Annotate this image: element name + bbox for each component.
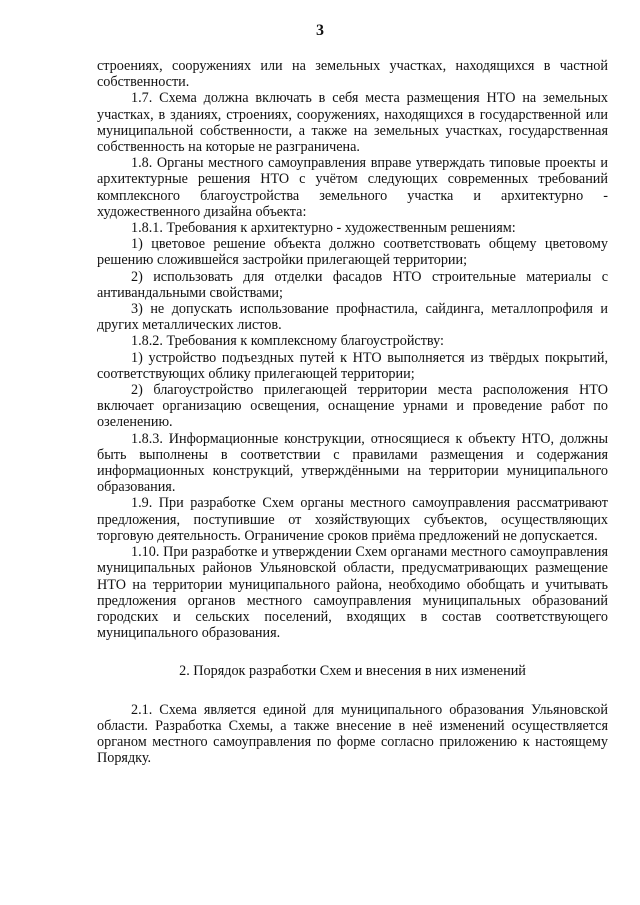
- document-body: [97, 58, 608, 766]
- list-item-1-8-2-2: 2) благоустройство прилегающей территории места расположения НТО включает организацию освещения, оснащение урнами и проведение работ по озеленению.: [97, 382, 608, 431]
- paragraph-2-1: 2.1. Схема является единой для муниципального образования Ульяновской области. Разработка Схемы, а также внесение в неё изменений осуществляется органом местного самоуправления по форме согласно приложению к настоящему Порядку.: [97, 701, 608, 767]
- list-item-1-8-1-1: 1) цветовое решение объекта должно соответствовать общему цветовому решению сложившейся застройки прилегающей территории;: [97, 236, 608, 269]
- page-number: 3: [316, 22, 324, 39]
- paragraph-1-8-2: 1.8.2. Требования к комплексному благоустройству:: [131, 333, 444, 350]
- paragraph-1-10: 1.10. При разработке и утверждении Схем органами местного самоуправления муниципальных районов Ульяновской области, предусматривающих размещение НТО на территории муниципального района, необходимо обобщать и учитывать предложения органов местного самоуправления муниципальных образований городских и сельских поселений, входящих в состав соответствующего муниципального образования.: [97, 544, 608, 642]
- paragraph-1-8-3: 1.8.3. Информационные конструкции, относящиеся к объекту НТО, должны быть выполнены в соответствии с правилами размещения и содержания информационных конструкций, утверждёнными на территории муниципального образования.: [97, 430, 608, 496]
- paragraph-1-9: 1.9. При разработке Схем органы местного самоуправления рассматривают предложения, поступившие от хозяйствующих субъектов, осуществляющих торговую деятельность. Ограничение сроков приёма предложений не допускается.: [97, 495, 608, 544]
- list-item-1-8-1-3: 3) не допускать использование профнастила, сайдинга, металлопрофиля и других металлических листов.: [97, 301, 608, 334]
- paragraph-1-8: 1.8. Органы местного самоуправления вправе утверждать типовые проекты и архитектурные решения НТО с учётом следующих современных требований комплексного благоустройства земельного участка и архитектурно - художественного дизайна объекта:: [97, 155, 608, 220]
- list-item-1-8-1-2: 2) использовать для отделки фасадов НТО строительные материалы с антивандальными свойствами;: [97, 268, 608, 301]
- paragraph-1-8-1: 1.8.1. Требования к архитектурно - художественным решениям:: [131, 220, 516, 237]
- section-title: 2. Порядок разработки Схем и внесения в них изменений: [179, 663, 526, 680]
- paragraph-1-7: 1.7. Схема должна включать в себя места размещения НТО на земельных участках, в зданиях, строениях, сооружениях, находящихся в государственной или муниципальной собственности, а также на земельных участках, государственная собственность на которые не разграничена.: [97, 90, 608, 156]
- paragraph-continuation: строениях, сооружениях или на земельных участках, находящихся в частной собственности.: [97, 58, 608, 91]
- list-item-1-8-2-1: 1) устройство подъездных путей к НТО выполняется из твёрдых покрытий, соответствующих облику прилегающей территории;: [97, 349, 608, 382]
